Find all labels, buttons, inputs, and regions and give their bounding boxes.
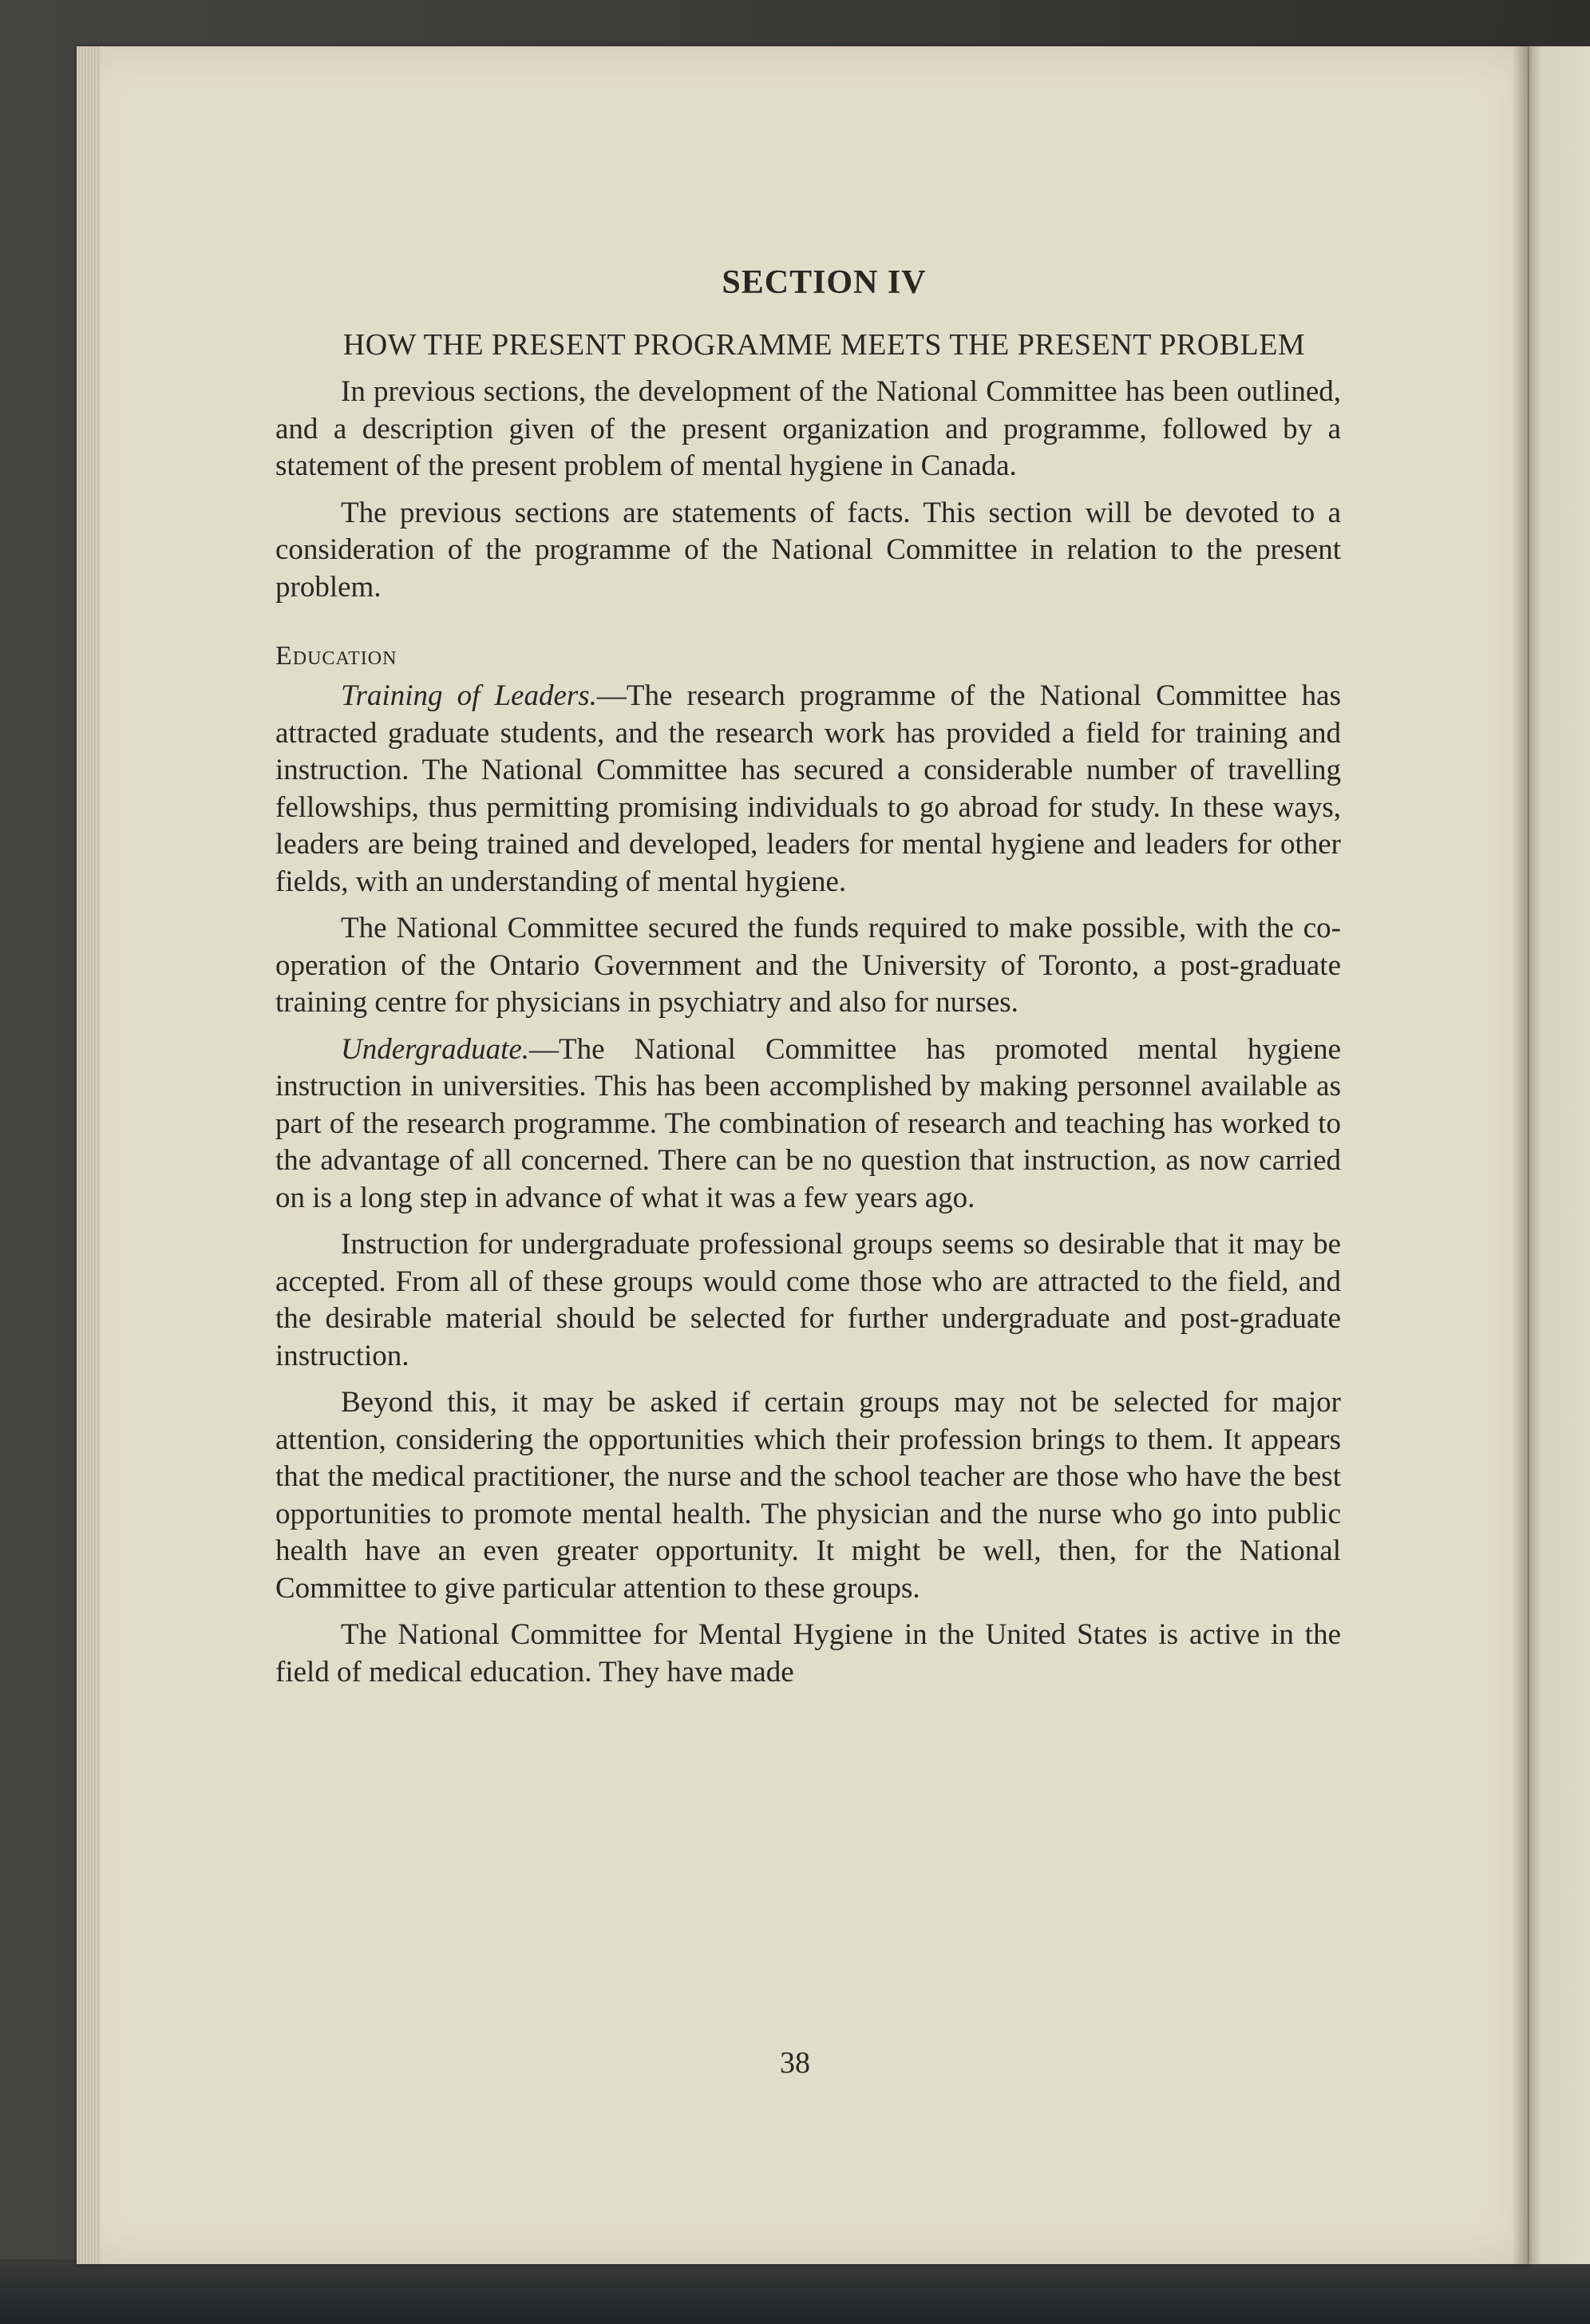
undergraduate-text: —The National Committee has promoted mental hygiene instruction in universities. This has been accomplished by making personnel available as part of the research programme. The combination of research and teaching has worked to the advantage of all concerned. There can be no question that instruction, as now carried on is a long step in advance of what it was a few years ago. <box>275 1032 1341 1214</box>
undergraduate-label: Undergraduate. <box>341 1032 530 1066</box>
paragraph-instruction: Instruction for undergraduate professional groups seems so desirable that it may be accepted. From all of these groups would come those who are attracted to the field, and the desirable material should be selected for further undergraduate and post-graduate instruction. <box>275 1228 1341 1372</box>
paragraph-funds: The National Committee secured the funds required to make possible, with the co-operation of the Ontario Government and the University of Toronto, a post-graduate training centre for physicians in psychiatry and also for nurses. <box>275 912 1341 1019</box>
paragraph-united-states: The National Committee for Mental Hygiene in the United States is active in the field of medical education. They have made <box>275 1618 1341 1689</box>
page-edges <box>77 46 101 2264</box>
paragraph-training-leaders <box>275 678 1341 901</box>
section-subtitle: HOW THE PRESENT PROGRAMME MEETS THE PRESENT PROBLEM <box>342 328 1306 362</box>
page-number: 38 <box>780 2046 810 2080</box>
paragraph-undergraduate <box>275 1031 1341 1217</box>
book-gutter-shadow <box>1513 46 1529 2264</box>
education-heading: Education <box>275 641 398 671</box>
paragraph-beyond: Beyond this, it may be asked if certain groups may not be selected for major attention, considering the opportunities which their profession brings to them. It appears that the medical practitioner, the nurse and the school teacher are those who have the best opportunities to promote mental health. The physician and the nurse who go into public health have an even greater opportunity. It might be well, then, for the National Committee to give particular attention to these groups. <box>275 1386 1341 1605</box>
paragraph-intro-1: In previous sections, the development of the National Committee has been outlined, and a description given of the present organization and programme, followed by a statement of the present problem of mental hygiene in Canada. <box>275 375 1341 482</box>
paragraph-intro-2: The previous sections are statements of facts. This section will be devoted to a consideration of the programme of the National Committee in relation to the present problem. <box>275 496 1341 604</box>
facing-page-edge <box>1526 46 1590 2264</box>
training-label: Training of Leaders. <box>341 679 597 712</box>
page-content <box>275 263 1341 1700</box>
section-title: SECTION IV <box>722 264 927 301</box>
training-text: —The research programme of the National Committee has attracted graduate students, and the research work has provided a field for training and instruction. The National Committee has secured a considerable number of travelling fellowships, thus permitting promising individuals to go abroad for study. In these ways, leaders are being trained and developed, leaders for mental hygiene and leaders for other fields, with an understanding of mental hygiene. <box>275 679 1341 898</box>
scan-bottom-shadow <box>0 2259 1590 2324</box>
